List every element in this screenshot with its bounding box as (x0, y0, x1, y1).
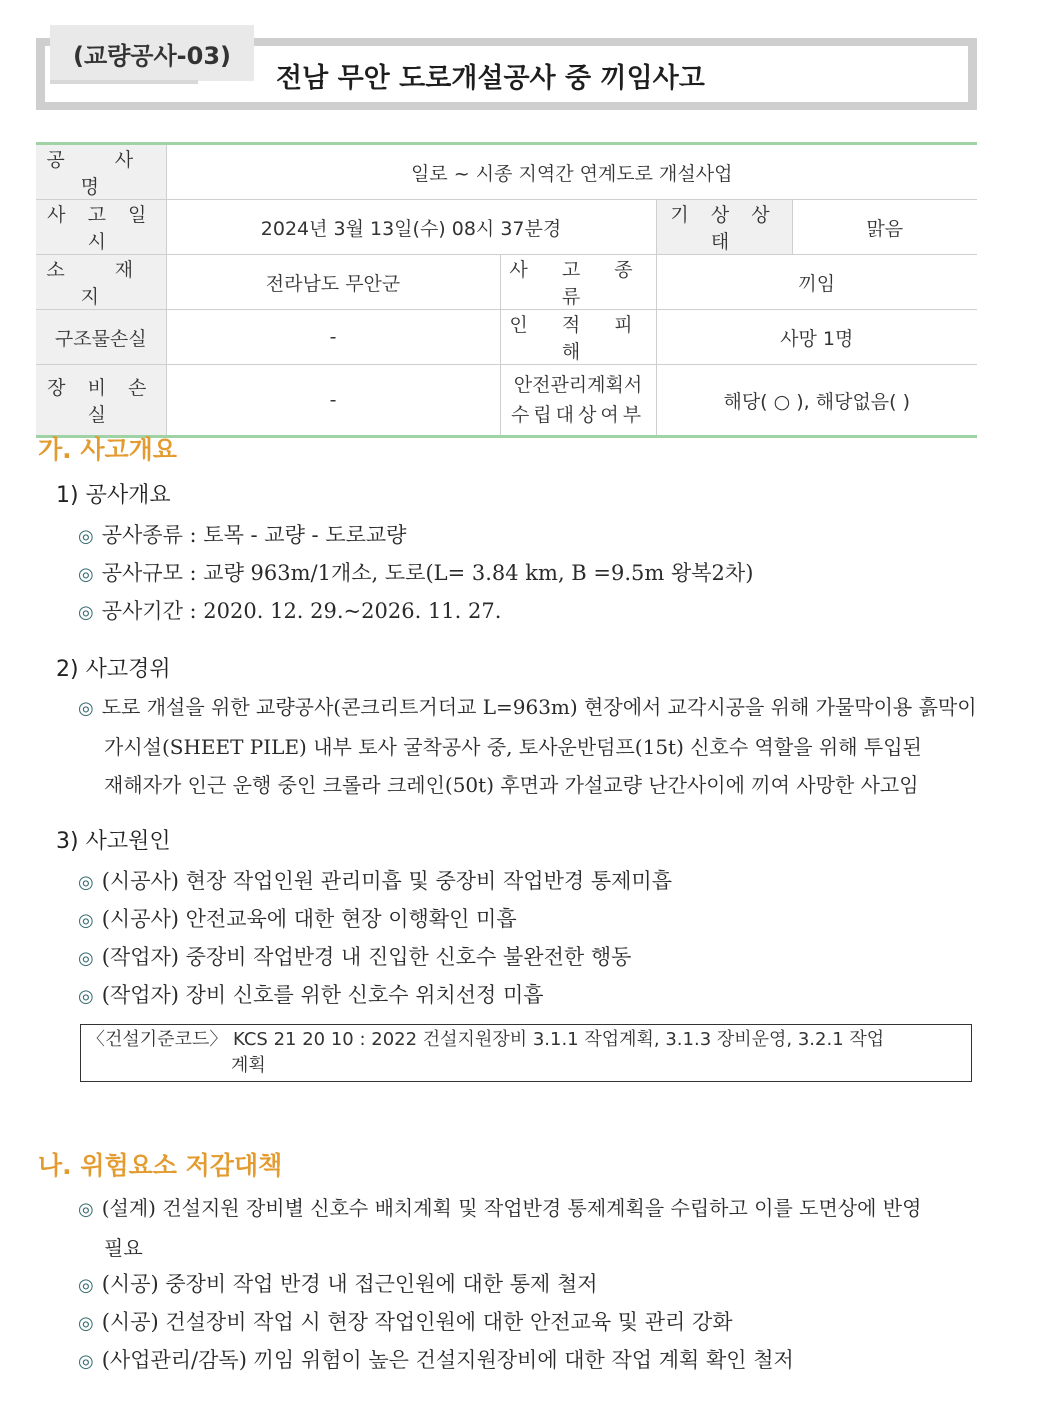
list-item-text: (시공) 건설장비 작업 시 현장 작업인원에 대한 안전교육 및 관리 강화 (101, 1310, 733, 1334)
measure-design-line-1: (설계) 건설지원 장비별 신호수 배치계획 및 작업반경 통제계획을 수립하고 이를 도면상에 반영 (101, 1196, 922, 1220)
bullet-icon: ◎ (78, 1313, 94, 1334)
case-tag: (교량공사-03) (50, 25, 254, 81)
plan-label (500, 365, 656, 437)
code-line-2: 계획 (231, 1055, 266, 1076)
list-item (78, 557, 753, 587)
frame-border-left (36, 38, 45, 110)
history-line-1: 도로 개설을 위한 교량공사(콘크리트거더교 L=963m) 현장에서 교각시공을 위해 가물막이용 흙막이 (101, 695, 977, 719)
bullet-icon: ◎ (78, 986, 94, 1007)
bullet-icon: ◎ (78, 698, 94, 719)
list-item (78, 1268, 598, 1298)
bullet-icon: ◎ (78, 910, 94, 931)
list-item (78, 941, 631, 971)
construction-code-box (80, 1024, 972, 1082)
casualty-value: 사망 1명 (656, 310, 977, 365)
casualty-label: 인 적 피 해 (500, 310, 656, 365)
history-paragraph (78, 688, 978, 804)
measure-design-line-2: 필요 (104, 1236, 143, 1260)
type-label: 사 고 종 류 (500, 255, 656, 310)
list-item (78, 1306, 733, 1336)
table-row (36, 144, 977, 200)
structure-value: - (166, 310, 500, 365)
list-item (78, 865, 672, 895)
list-item-text: 공사종류 : 토목 - 교량 - 도로교량 (101, 523, 407, 547)
bullet-icon: ◎ (78, 948, 94, 969)
date-value: 2024년 3월 13일(수) 08시 37분경 (166, 200, 656, 255)
equipment-value: - (166, 365, 500, 437)
type-value: 끼임 (656, 255, 977, 310)
list-item-text: (작업자) 장비 신호를 위한 신호수 위치선정 미흡 (101, 983, 544, 1007)
bullet-icon: ◎ (78, 526, 94, 547)
list-item (78, 903, 517, 933)
list-item (78, 595, 501, 625)
code-line-1: 〈건설기준코드〉 KCS 21 20 10 : 2022 건설지원장비 3.1.1 작업계획, 3.1.3 장비운영, 3.2.1 작업 (87, 1029, 885, 1050)
bullet-icon: ◎ (78, 1275, 94, 1296)
plan-label-line2: 수립대상여부 (510, 404, 646, 426)
location-value: 전라남도 무안군 (166, 255, 500, 310)
bullet-icon: ◎ (78, 1351, 94, 1372)
weather-label: 기 상 상 태 (656, 200, 792, 255)
list-item-text: (사업관리/감독) 끼임 위험이 높은 건설지원장비에 대한 작업 계획 확인 철저 (101, 1348, 794, 1372)
list-item (78, 979, 544, 1009)
bullet-icon: ◎ (78, 564, 94, 585)
bullet-icon: ◎ (78, 602, 94, 623)
equipment-label: 장 비 손 실 (36, 365, 166, 437)
sub-heading-overview: 1) 공사개요 (56, 483, 171, 508)
plan-value: 해당( ○ ), 해당없음( ) (656, 365, 977, 437)
list-item-text: (작업자) 중장비 작업반경 내 진입한 신호수 불완전한 행동 (101, 945, 632, 969)
table-row (36, 365, 977, 437)
table-row (36, 200, 977, 255)
accident-info-table (36, 142, 977, 438)
project-label: 공 사 명 (36, 144, 166, 200)
bullet-icon: ◎ (78, 872, 94, 893)
frame-border-bottom (36, 102, 977, 110)
section-b-heading: 나. 위험요소 저감대책 (38, 1151, 283, 1180)
list-item-text: (시공사) 안전교육에 대한 현장 이행확인 미흡 (101, 907, 517, 931)
measure-design (78, 1189, 978, 1267)
sub-heading-causes: 3) 사고원인 (56, 829, 171, 854)
plan-label-line1: 안전관리계획서 (513, 374, 643, 396)
location-label: 소 재 지 (36, 255, 166, 310)
list-item-text: 공사기간 : 2020. 12. 29.~2026. 11. 27. (101, 599, 502, 623)
section-a-heading: 가. 사고개요 (38, 435, 177, 464)
case-tag-underline (50, 80, 198, 84)
list-item-text: (시공사) 현장 작업인원 관리미흡 및 중장비 작업반경 통제미흡 (101, 869, 672, 893)
table-row (36, 255, 977, 310)
weather-value: 맑음 (792, 200, 977, 255)
list-item-text: 공사규모 : 교량 963m/1개소, 도로(L= 3.84 km, B =9.5m 왕복2차) (101, 561, 754, 585)
date-label: 사 고 일 시 (36, 200, 166, 255)
list-item (78, 519, 406, 549)
sub-heading-history: 2) 사고경위 (56, 657, 171, 682)
history-line-3: 재해자가 인근 운행 중인 크롤라 크레인(50t) 후면과 가설교량 난간사이에 끼여 사망한 사고임 (104, 773, 919, 797)
history-line-2: 가시설(SHEET PILE) 내부 토사 굴착공사 중, 토사운반덤프(15t) 신호수 역할을 위해 투입된 (104, 735, 922, 759)
structure-label: 구조물손실 (36, 310, 166, 365)
table-row (36, 310, 977, 365)
frame-border-right (968, 38, 977, 110)
project-value: 일로 ~ 시종 지역간 연계도로 개설사업 (166, 144, 977, 200)
page-title: 전남 무안 도로개설공사 중 끼임사고 (276, 63, 705, 94)
bullet-icon: ◎ (78, 1199, 94, 1220)
list-item-text: (시공) 중장비 작업 반경 내 접근인원에 대한 통제 철저 (101, 1272, 598, 1296)
list-item (78, 1344, 794, 1374)
